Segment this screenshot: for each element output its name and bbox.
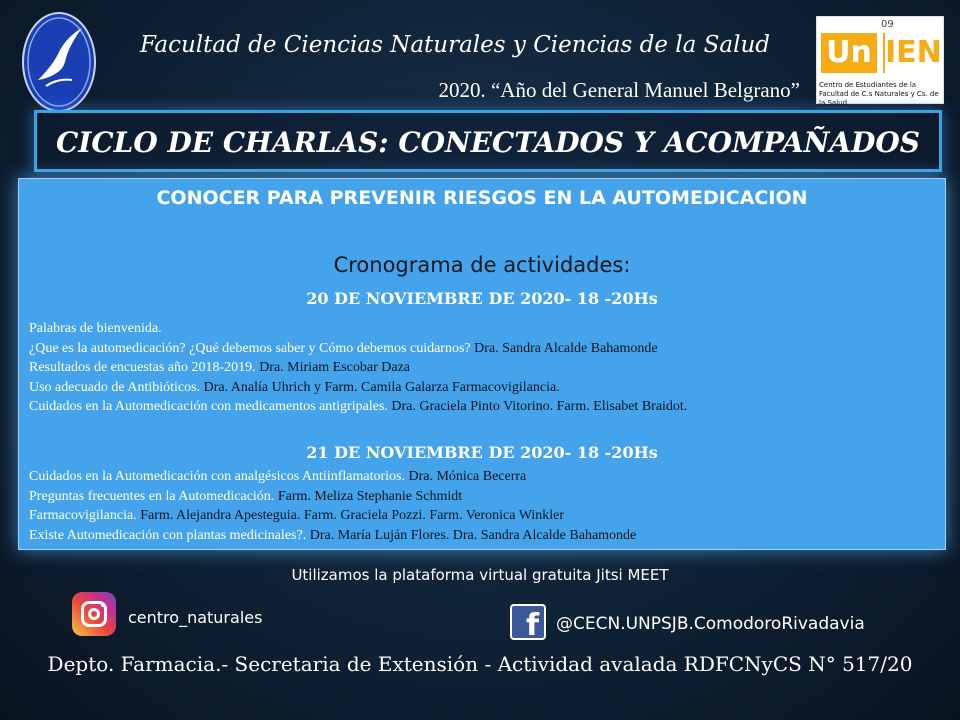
day1-heading: 20 DE NOVIEMBRE DE 2020- 18 -20Hs (306, 289, 658, 308)
list-item (29, 526, 929, 546)
instagram-icon-lens (88, 608, 100, 620)
list-item (29, 339, 929, 359)
instagram-handle[interactable]: centro_naturales (128, 608, 263, 627)
facebook-icon[interactable]: f (510, 604, 546, 640)
item-speakers: Dra. Graciela Pinto Vitorino. Farm. Elisabet Braidot. (387, 399, 688, 414)
list-item (29, 378, 929, 398)
platform-note: Utilizamos la plataforma virtual gratuita Jitsi MEET (291, 566, 669, 584)
facebook-handle[interactable]: @CECN.UNPSJB.ComodoroRivadavia (556, 614, 865, 634)
item-topic: Uso adecuado de Antibióticos. (29, 379, 201, 395)
ciclo-banner (34, 110, 942, 172)
item-speakers: Dra. Sandra Alcalde Bahamonde (470, 340, 658, 356)
ciclo-title: CICLO DE CHARLAS: CONECTADOS Y ACOMPAÑADOS (56, 126, 920, 159)
faculty-albatross-logo-icon (22, 12, 96, 112)
item-topic: Resultados de encuestas año 2018-2019. (29, 360, 256, 375)
item-speakers: Dra. Mónica Becerra (404, 469, 527, 484)
list-item (29, 487, 929, 507)
schedule-panel (18, 178, 946, 550)
unien-logo (816, 16, 944, 107)
item-topic: Preguntas frecuentes en la Automedicación. (29, 488, 275, 504)
list-item (29, 506, 929, 526)
item-topic: Cuidados en la Automedicación con analgésicos Antiinflamatorios. (29, 469, 405, 484)
item-topic: Farmacovigilancia. (29, 508, 137, 523)
unien-logo-un: Un (821, 33, 877, 73)
unien-logo-caption: Centro de Estudiantes de la Facultad de C.s Naturales y Cs. de la Salud (819, 81, 939, 107)
list-item (29, 467, 929, 487)
unien-logo-number: 09 (881, 19, 894, 30)
day2-heading: 21 DE NOVIEMBRE DE 2020- 18 -20Hs (306, 443, 658, 462)
panel-title: CONOCER PARA PREVENIR RIESGOS EN LA AUTOMEDICACION (156, 187, 808, 209)
year-motto: 2020. “Año del General Manuel Belgrano” (438, 78, 800, 102)
list-item (29, 358, 929, 378)
unien-logo-ien: IEN (883, 33, 941, 73)
faculty-title: Facultad de Ciencias Naturales y Ciencias de la Salud (139, 32, 771, 58)
item-speakers: Farm. Meliza Stephanie Schmidt (274, 488, 463, 504)
item-topic: ¿Que es la automedicación? ¿Qué debemos saber y Cómo debemos cuidarnos? (29, 340, 471, 356)
footer-note: Depto. Farmacia.- Secretaria de Extensión - Actividad avalada RDFCNyCS N° 517/20 (47, 652, 913, 676)
item-topic: Existe Automedicación con plantas medicinales?. (29, 527, 307, 543)
item-speakers: Dra. Miriam Escobar Daza (255, 360, 411, 375)
instagram-icon-dot (101, 603, 105, 607)
cronograma-heading: Cronograma de actividades: (333, 253, 631, 277)
item-speakers: Dra. Analía Uhrich y Farm. Camila Galarza Farmacovigilancia. (200, 379, 560, 395)
item-speakers: Farm. Alejandra Apesteguia. Farm. Graciela Pozzi. Farm. Veronica Winkler (136, 508, 565, 523)
item-topic: Cuidados en la Automedicación con medicamentos antigripales. (29, 399, 388, 414)
list-item (29, 319, 929, 339)
instagram-icon[interactable] (72, 592, 116, 636)
item-speakers: Dra. María Luján Flores. Dra. Sandra Alcalde Bahamonde (306, 527, 637, 543)
item-topic: Palabras de bienvenida. (29, 321, 162, 336)
list-item (29, 397, 929, 417)
day2-list (29, 467, 929, 545)
day1-list (29, 319, 929, 417)
